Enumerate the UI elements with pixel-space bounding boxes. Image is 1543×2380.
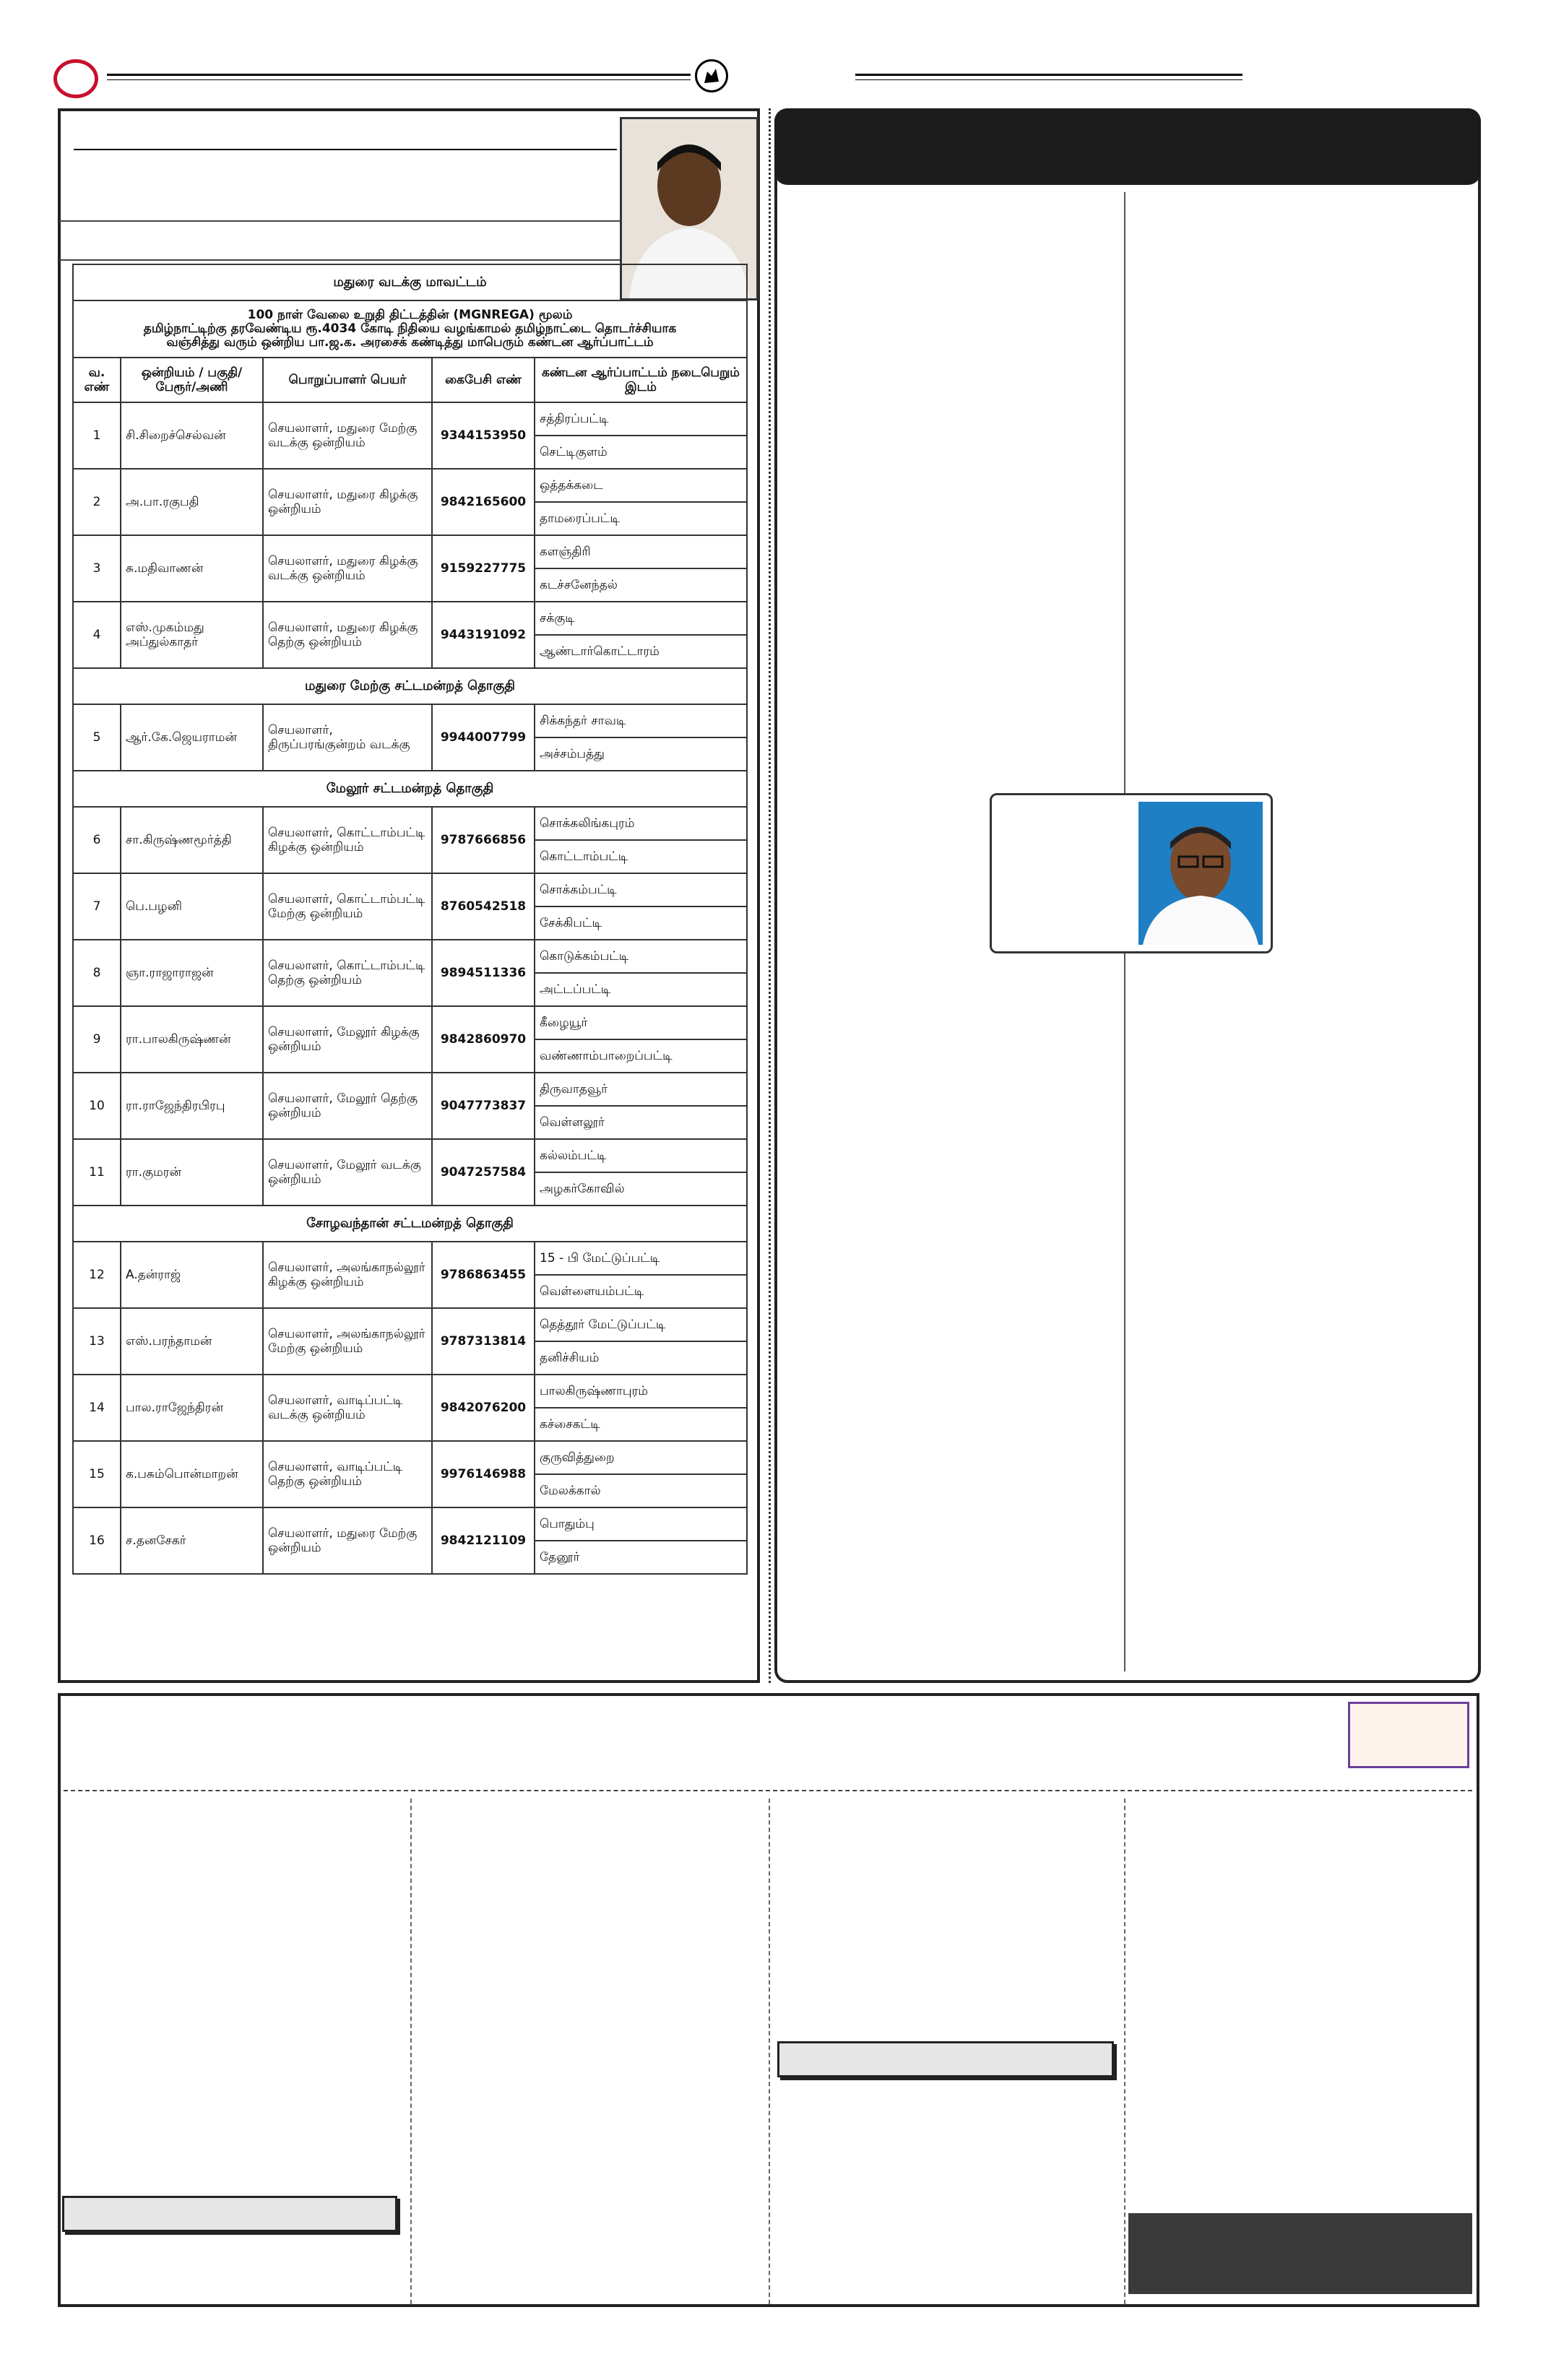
masthead-rule-right <box>855 74 1242 76</box>
district-title: மதுரை வடக்கு மாவட்டம் <box>73 264 747 300</box>
row-union-name: எஸ்.முகம்மது அப்துல்காதர் <box>121 602 263 668</box>
row-protest-place: குருவித்துறை <box>535 1441 747 1474</box>
row-union-name: எஸ்.பரந்தாமன் <box>121 1308 263 1375</box>
row-protest-place: சத்திரப்பட்டி <box>535 402 747 436</box>
row-phone: 9842860970 <box>432 1006 535 1073</box>
row-protest-place: கொடுக்கம்பட்டி <box>535 940 747 973</box>
table-row <box>73 1139 747 1172</box>
section-title: மேலூர் சட்டமன்றத் தொகுதி <box>73 771 747 807</box>
row-protest-place: 15 - பி மேட்டுப்பட்டி <box>535 1242 747 1275</box>
right-panel-header-bar <box>774 108 1481 185</box>
row-phone: 9842076200 <box>432 1375 535 1441</box>
subheading-box-2 <box>777 2041 1114 2077</box>
row-role: செயலாளர், மதுரை கிழக்கு தெற்கு ஒன்றியம் <box>263 602 432 668</box>
row-protest-place: தாமரைப்பட்டி <box>535 502 747 535</box>
row-phone: 9047257584 <box>432 1139 535 1206</box>
row-role: செயலாளர், மேலூர் கிழக்கு ஒன்றியம் <box>263 1006 432 1073</box>
row-protest-place: கீழையூர் <box>535 1006 747 1039</box>
row-number: 12 <box>73 1242 121 1308</box>
row-union-name: ரா.ராஜேந்திரபிரபு <box>121 1073 263 1139</box>
table-row <box>73 704 747 737</box>
table-row <box>73 1006 747 1039</box>
table-row <box>73 1308 747 1341</box>
row-protest-place: கல்லம்பட்டி <box>535 1139 747 1172</box>
row-phone: 9159227775 <box>432 535 535 602</box>
row-protest-place: சக்குடி <box>535 602 747 635</box>
table-row <box>73 402 747 436</box>
row-role: செயலாளர், மேலூர் வடக்கு ஒன்றியம் <box>263 1139 432 1206</box>
row-role: செயலாளர், கொட்டாம்பட்டி மேற்கு ஒன்றியம் <box>263 873 432 940</box>
row-phone: 9344153950 <box>432 402 535 469</box>
row-union-name: பால.ராஜேந்திரன் <box>121 1375 263 1441</box>
row-role: செயலாளர், வாடிப்பட்டி வடக்கு ஒன்றியம் <box>263 1375 432 1441</box>
row-protest-place: ஆண்டார்கொட்டாரம் <box>535 635 747 668</box>
table-row <box>73 873 747 906</box>
bottom-corner-badge <box>1348 1702 1469 1768</box>
table-row <box>73 602 747 635</box>
row-protest-place: சேக்கிபட்டி <box>535 906 747 940</box>
table-row <box>73 535 747 568</box>
row-protest-place: கச்சைகட்டி <box>535 1408 747 1441</box>
row-union-name: சி.சிறைச்செல்வன் <box>121 402 263 469</box>
row-protest-place: மேலக்கால் <box>535 1474 747 1507</box>
row-phone: 9047773837 <box>432 1073 535 1139</box>
row-role: செயலாளர், மதுரை மேற்கு வடக்கு ஒன்றியம் <box>263 402 432 469</box>
row-phone: 9842165600 <box>432 469 535 535</box>
row-number: 14 <box>73 1375 121 1441</box>
row-number: 13 <box>73 1308 121 1375</box>
row-phone: 9787666856 <box>432 807 535 873</box>
row-protest-place: கடச்சனேந்தல் <box>535 568 747 602</box>
row-number: 4 <box>73 602 121 668</box>
row-protest-place: பொதும்பு <box>535 1507 747 1541</box>
table-row <box>73 1242 747 1275</box>
table-row <box>73 469 747 502</box>
row-role: செயலாளர், திருப்பரங்குன்றம் வடக்கு <box>263 704 432 771</box>
protest-locations-table <box>72 264 748 1575</box>
subheading-box-1 <box>62 2196 397 2232</box>
intro-line-3: வஞ்சித்து வரும் ஒன்றிய பா.ஜ.க. அரசைக் கண்டித்து மாபெரும் கண்டன ஆர்ப்பாட்டம் <box>166 335 654 350</box>
row-phone: 9894511336 <box>432 940 535 1006</box>
row-phone: 9787313814 <box>432 1308 535 1375</box>
row-union-name: அ.பா.ரகுபதி <box>121 469 263 535</box>
row-number: 6 <box>73 807 121 873</box>
row-role: செயலாளர், மேலூர் தெற்கு ஒன்றியம் <box>263 1073 432 1139</box>
bottom-dark-box <box>1128 2213 1472 2294</box>
table-row <box>73 1441 747 1474</box>
table-row <box>73 940 747 973</box>
section-title: சோழவந்தான் சட்டமன்றத் தொகுதி <box>73 1206 747 1242</box>
header-phone: கைபேசி எண் <box>432 358 535 402</box>
intro-line-1: 100 நாள் வேலை உறுதி திட்டத்தின் (MGNREGA) மூலம் <box>247 308 573 322</box>
row-protest-place: செட்டிகுளம் <box>535 436 747 469</box>
row-union-name: க.பசும்பொன்மாறன் <box>121 1441 263 1507</box>
intro-line-2: தமிழ்நாட்டிற்கு தரவேண்டிய ரூ.4034 கோடி நிதியை வழங்காமல் தமிழ்நாட்டை தொடர்ச்சியாக <box>143 321 677 336</box>
masthead-rule-right-thin <box>855 79 1242 80</box>
row-protest-place: வெள்ளையம்பட்டி <box>535 1275 747 1308</box>
row-protest-place: தெத்தூர் மேட்டுப்பட்டி <box>535 1308 747 1341</box>
row-phone: 9443191092 <box>432 602 535 668</box>
bottom-column-rule-1 <box>410 1799 412 2304</box>
row-protest-place: தேனூர் <box>535 1541 747 1574</box>
row-union-name: பெ.பழனி <box>121 873 263 940</box>
row-role: செயலாளர், கொட்டாம்பட்டி தெற்கு ஒன்றியம் <box>263 940 432 1006</box>
table-row <box>73 807 747 840</box>
header-place: கண்டன ஆர்ப்பாட்டம் நடைபெறும் இடம் <box>535 358 747 402</box>
row-phone: 9976146988 <box>432 1441 535 1507</box>
row-role: செயலாளர், கொட்டாம்பட்டி கிழக்கு ஒன்றியம் <box>263 807 432 873</box>
row-role: செயலாளர், மதுரை கிழக்கு ஒன்றியம் <box>263 469 432 535</box>
protest-intro <box>73 300 747 358</box>
section-title: மதுரை மேற்கு சட்டமன்றத் தொகுதி <box>73 668 747 704</box>
row-number: 3 <box>73 535 121 602</box>
row-protest-place: வெள்ளலூர் <box>535 1106 747 1139</box>
row-number: 10 <box>73 1073 121 1139</box>
row-protest-place: அச்சம்பத்து <box>535 737 747 771</box>
row-role: செயலாளர், மதுரை கிழக்கு வடக்கு ஒன்றியம் <box>263 535 432 602</box>
row-union-name: ச.தனசேகர் <box>121 1507 263 1574</box>
page-number-circle <box>53 59 98 98</box>
row-protest-place: அழகர்கோவில் <box>535 1172 747 1206</box>
row-role: செயலாளர், மதுரை மேற்கு ஒன்றியம் <box>263 1507 432 1574</box>
row-number: 2 <box>73 469 121 535</box>
row-protest-place: ஒத்தக்கடை <box>535 469 747 502</box>
row-protest-place: தனிச்சியம் <box>535 1341 747 1375</box>
row-number: 1 <box>73 402 121 469</box>
row-protest-place: பாலகிருஷ்ணாபுரம் <box>535 1375 747 1408</box>
row-protest-place: களஞ்திரி <box>535 535 747 568</box>
row-phone: 9842121109 <box>432 1507 535 1574</box>
left-panel-rule <box>74 149 617 150</box>
row-phone: 9944007799 <box>432 704 535 771</box>
left-panel-divider-box <box>59 220 626 261</box>
row-phone: 8760542518 <box>432 873 535 940</box>
row-number: 5 <box>73 704 121 771</box>
row-protest-place: சொக்கம்பட்டி <box>535 873 747 906</box>
row-union-name: சு.மதிவாணன் <box>121 535 263 602</box>
row-protest-place: சொக்கலிங்கபுரம் <box>535 807 747 840</box>
row-protest-place: திருவாதவூர் <box>535 1073 747 1106</box>
header-role: பொறுப்பாளர் பெயர் <box>263 358 432 402</box>
bottom-header-dashed-rule <box>64 1790 1472 1791</box>
bottom-column-rule-3 <box>1124 1799 1125 2304</box>
header-num: வ. எண் <box>73 358 121 402</box>
masthead-rule-left-thin <box>107 79 691 80</box>
row-union-name: சா.கிருஷ்ணமூர்த்தி <box>121 807 263 873</box>
row-role: செயலாளர், அலங்காநல்லூர் கிழக்கு ஒன்றியம் <box>263 1242 432 1308</box>
row-number: 11 <box>73 1139 121 1206</box>
bottom-column-rule-2 <box>769 1799 770 2304</box>
row-union-name: ரா.பாலகிருஷ்ணன் <box>121 1006 263 1073</box>
party-logo-icon <box>695 59 728 92</box>
row-union-name: A.தன்ராஜ் <box>121 1242 263 1308</box>
row-protest-place: அட்டப்பட்டி <box>535 973 747 1006</box>
masthead-rule-left <box>107 74 691 76</box>
row-union-name: ஞா.ராஜாராஜன் <box>121 940 263 1006</box>
row-union-name: ஆர்.கே.ஜெயராமன் <box>121 704 263 771</box>
row-phone: 9786863455 <box>432 1242 535 1308</box>
column-dotted-divider <box>769 108 771 1683</box>
row-number: 9 <box>73 1006 121 1073</box>
table-row <box>73 1073 747 1106</box>
row-number: 8 <box>73 940 121 1006</box>
row-role: செயலாளர், அலங்காநல்லூர் மேற்கு ஒன்றியம் <box>263 1308 432 1375</box>
row-role: செயலாளர், வாடிப்பட்டி தெற்கு ஒன்றியம் <box>263 1441 432 1507</box>
table-row <box>73 1375 747 1408</box>
leader-portrait-2 <box>1138 802 1263 945</box>
row-number: 15 <box>73 1441 121 1507</box>
row-union-name: ரா.குமரன் <box>121 1139 263 1206</box>
row-number: 7 <box>73 873 121 940</box>
row-protest-place: சிக்கந்தர் சாவடி <box>535 704 747 737</box>
row-protest-place: வண்ணாம்பாறைப்பட்டி <box>535 1039 747 1073</box>
row-number: 16 <box>73 1507 121 1574</box>
header-name: ஒன்றியம் / பகுதி/ பேரூர்/அணி <box>121 358 263 402</box>
table-row <box>73 1507 747 1541</box>
row-protest-place: கொட்டாம்பட்டி <box>535 840 747 873</box>
